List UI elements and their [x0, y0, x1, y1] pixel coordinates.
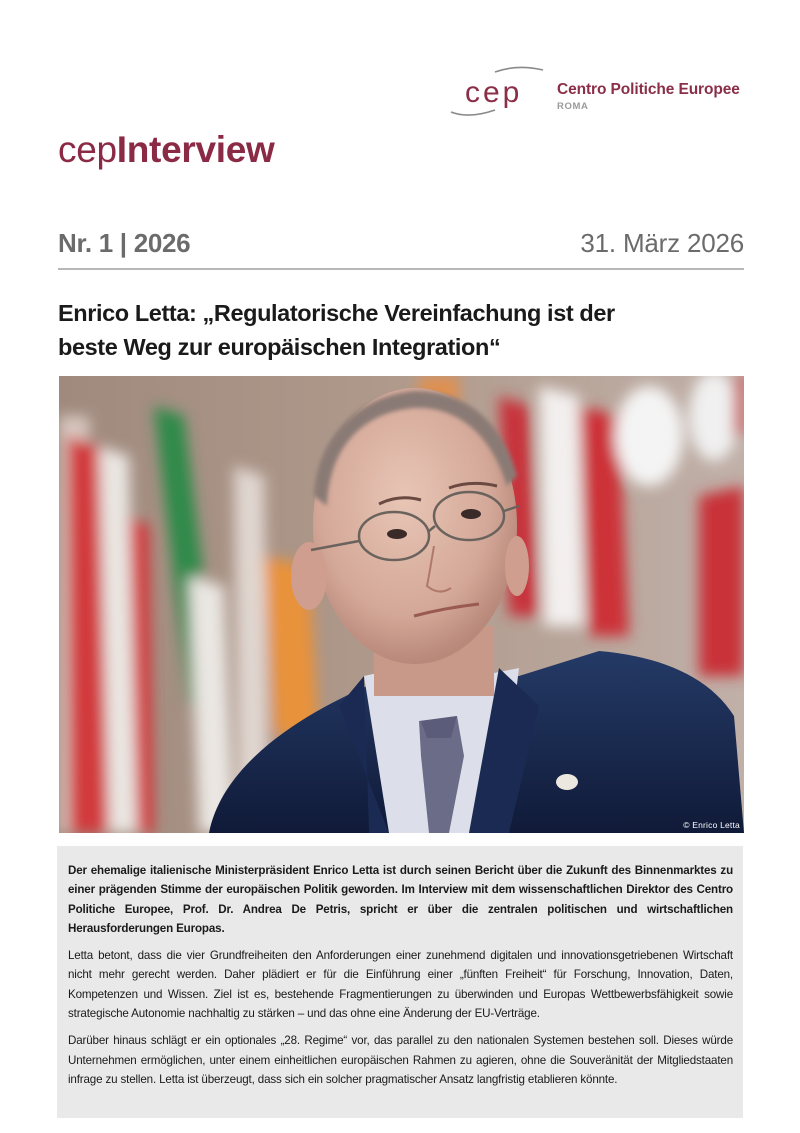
org-name: Centro Politiche Europee — [557, 81, 740, 98]
cep-logo-icon — [447, 64, 553, 120]
cep-logo-mark — [447, 64, 553, 120]
divider — [58, 268, 744, 270]
issue-number: Nr. 1 | 2026 — [58, 228, 191, 258]
summary-lead-paragraph: Der ehemalige italienische Ministerpräsident Enrico Letta ist durch seinen Bericht über die Zukunft des Binnenmarktes zu einer prägenden Stimme der europäischen Politik geworden. Im Interview mit dem wissenschaftlichen Direktor des Centro Politiche Europee, Prof. Dr. Andrea De Petris, spricht er über die zentralen politischen und wirtschaftlichen Herausforderungen Europas. — [68, 864, 733, 935]
photo-credit: © Enrico Letta — [683, 820, 740, 830]
headline-line-1: Enrico Letta: „Regulatorische Vereinfachung ist der — [58, 300, 615, 326]
summary-box — [57, 846, 743, 1118]
portrait-photo — [59, 376, 744, 833]
publication-name: Interview — [116, 129, 275, 170]
publication-title — [58, 131, 274, 168]
headline-line-2: beste Weg zur europäischen Integration“ — [58, 334, 501, 360]
publication-prefix: cep — [58, 129, 117, 170]
issue-row — [58, 224, 744, 264]
summary-paragraph: Darüber hinaus schlägt er ein optionales „28. Regime“ vor, das parallel zu den nationalen Systemen bestehen soll. Dieses würde Unternehmen ermöglichen, unter einem einheitlichen europäischen Rahmen zu agieren, ohne die Souveränität der Mitgliedstaaten infrage zu stellen. Letta ist überzeugt, dass sich ein solcher pragmatischer Ansatz langfristig etablieren könnte. — [68, 1034, 733, 1086]
portrait-image — [59, 376, 744, 833]
issue-date: 31. März 2026 — [580, 228, 744, 258]
svg-text:cep: cep — [465, 76, 523, 109]
org-city: ROMA — [557, 101, 589, 112]
cep-logo — [447, 64, 747, 120]
headline — [58, 296, 748, 364]
summary-paragraph: Letta betont, dass die vier Grundfreiheiten den Anforderungen einer zunehmend digitalen und innovationsgetriebenen Wirtschaft nicht mehr gerecht werden. Daher plädiert er für die Einführung einer „fünften Freiheit“ für Forschung, Innovation, Daten, Kompetenzen und Wissen. Ziel ist es, bestehende Fragmentierungen zu überwinden und Europas Wettbewerbsfähigkeit sowie strategische Autonomie nachhaltig zu stärken – und das ohne eine Änderung der EU-Verträge. — [68, 949, 733, 1021]
